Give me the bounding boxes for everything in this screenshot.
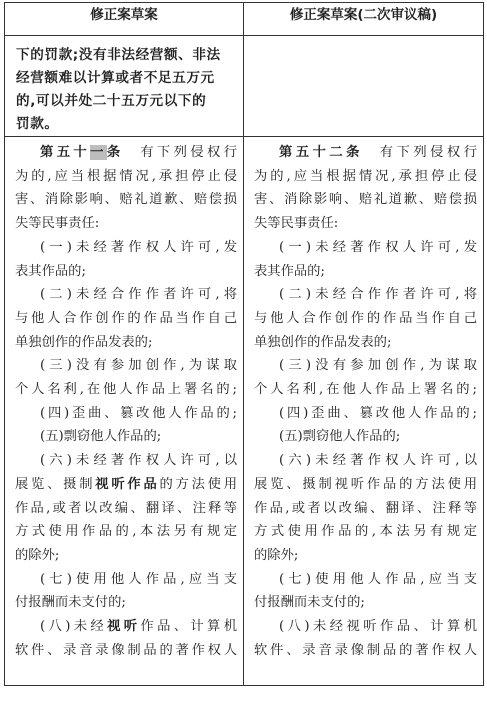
right-line-7: (二)未经合作作者许可,将 xyxy=(279,287,477,303)
left-line-2: 为的,应当根据情况,承担停止侵 xyxy=(15,168,237,184)
left-line-15: 展览、摄制视听作品的方法使用 xyxy=(15,476,238,492)
right-line-17: 方式使用作品的,本法另有规定 xyxy=(254,524,477,540)
header-left: 修正案草案 xyxy=(5,3,244,36)
right-line-8: 与他人合作创作的作品当作自己 xyxy=(254,310,477,326)
header-right: 修正案草案(二次审议稿) xyxy=(244,3,484,36)
right-line-13: (五)剽窃他人作品的; xyxy=(279,429,401,445)
header-row xyxy=(5,3,484,36)
prev-line-2: 经营额难以计算或者不足五万元 xyxy=(16,70,215,86)
right-line-5: (一)未经著作权人许可,发 xyxy=(279,239,477,255)
article-row xyxy=(5,137,484,686)
right-line-3: 害、消除影响、赔礼道歉、赔偿损 xyxy=(254,192,477,208)
left-line-3: 害、消除影响、赔礼道歉、赔偿损 xyxy=(15,192,237,208)
emphasis-audiovisual: 视听 xyxy=(107,619,141,635)
left-line-9: 单独创作的作品发表的; xyxy=(15,334,153,350)
left-line-22: 软件、录音录像制品的著作权人 xyxy=(15,642,237,658)
right-line-10: (三)没有参加创作,为谋取 xyxy=(279,358,477,374)
left-line-10: (三)没有参加创作,为谋取 xyxy=(40,358,237,374)
left-line-20: 付报酬而未支付的; xyxy=(15,595,126,611)
left-line-16: 作品,或者以改编、翻译、注释等 xyxy=(15,500,237,516)
right-line-11: 个人名利,在他人作品上署名的; xyxy=(254,382,477,398)
left-line-8: 与他人合作创作的作品当作自己 xyxy=(15,310,237,326)
right-line-15: 展览、摄制视听作品的方法使用 xyxy=(254,476,477,492)
emphasis-audiovisual-works: 视听作品 xyxy=(95,476,160,492)
right-line-1: 第五十二条 有下列侵权行 xyxy=(279,145,478,160)
left-article-number: 第五十一条 xyxy=(40,145,124,160)
highlighted-change: 一 xyxy=(90,145,107,160)
left-line-13: (五)剽窃他人作品的; xyxy=(40,429,162,445)
left-line-19: (七)使用他人作品,应当支 xyxy=(40,571,237,587)
comparison-table xyxy=(4,2,484,686)
prev-block-left xyxy=(5,36,244,137)
left-line-17: 方式使用作品的,本法另有规定 xyxy=(15,524,237,540)
right-line-14: (六)未经著作权人许可,以 xyxy=(279,453,477,469)
right-line-12: (四)歪曲、篡改他人作品的; xyxy=(279,405,477,421)
left-line-12: (四)歪曲、篡改他人作品的; xyxy=(40,405,237,421)
left-line-11: 个人名利,在他人作品上署名的; xyxy=(15,382,237,398)
right-line-21: (八)未经视听作品、计算机 xyxy=(279,619,477,635)
left-line-14: (六)未经著作权人许可,以 xyxy=(40,453,237,469)
right-line-19: (七)使用他人作品,应当支 xyxy=(279,571,477,587)
prev-block-row xyxy=(5,36,484,137)
left-line-1: 第五十一条 有下列侵权行 xyxy=(40,145,238,160)
prev-line-1: 下的罚款;没有非法经营额、非法 xyxy=(16,47,221,63)
right-article-cell xyxy=(244,137,484,686)
prev-block-right-empty xyxy=(244,36,484,137)
left-line-7: (二)未经合作作者许可,将 xyxy=(40,287,237,303)
left-line-18: 的除外; xyxy=(15,547,60,563)
right-line-16: 作品,或者以改编、翻译、注释等 xyxy=(254,500,477,516)
left-article-cell xyxy=(5,137,244,686)
prev-line-3: 的,可以并处二十五万元以下的 xyxy=(16,93,207,109)
right-line-22: 软件、录音录像制品的著作权人 xyxy=(254,642,477,658)
left-line-5: (一)未经著作权人许可,发 xyxy=(40,239,237,255)
left-line-6: 表其作品的; xyxy=(15,263,86,279)
left-line-21: (八)未经视听作品、计算机 xyxy=(40,619,237,635)
right-line-20: 付报酬而未支付的; xyxy=(254,595,365,611)
right-line-18: 的除外; xyxy=(254,547,299,563)
prev-line-4: 罚款。 xyxy=(16,116,59,132)
right-line-4: 失等民事责任: xyxy=(254,216,339,232)
left-line-4: 失等民事责任: xyxy=(15,216,100,232)
right-line-2: 为的,应当根据情况,承担停止侵 xyxy=(254,168,477,184)
right-line-9: 单独创作的作品发表的; xyxy=(254,334,392,350)
right-line-6: 表其作品的; xyxy=(254,263,325,279)
right-article-number: 第五十二条 xyxy=(279,145,363,160)
